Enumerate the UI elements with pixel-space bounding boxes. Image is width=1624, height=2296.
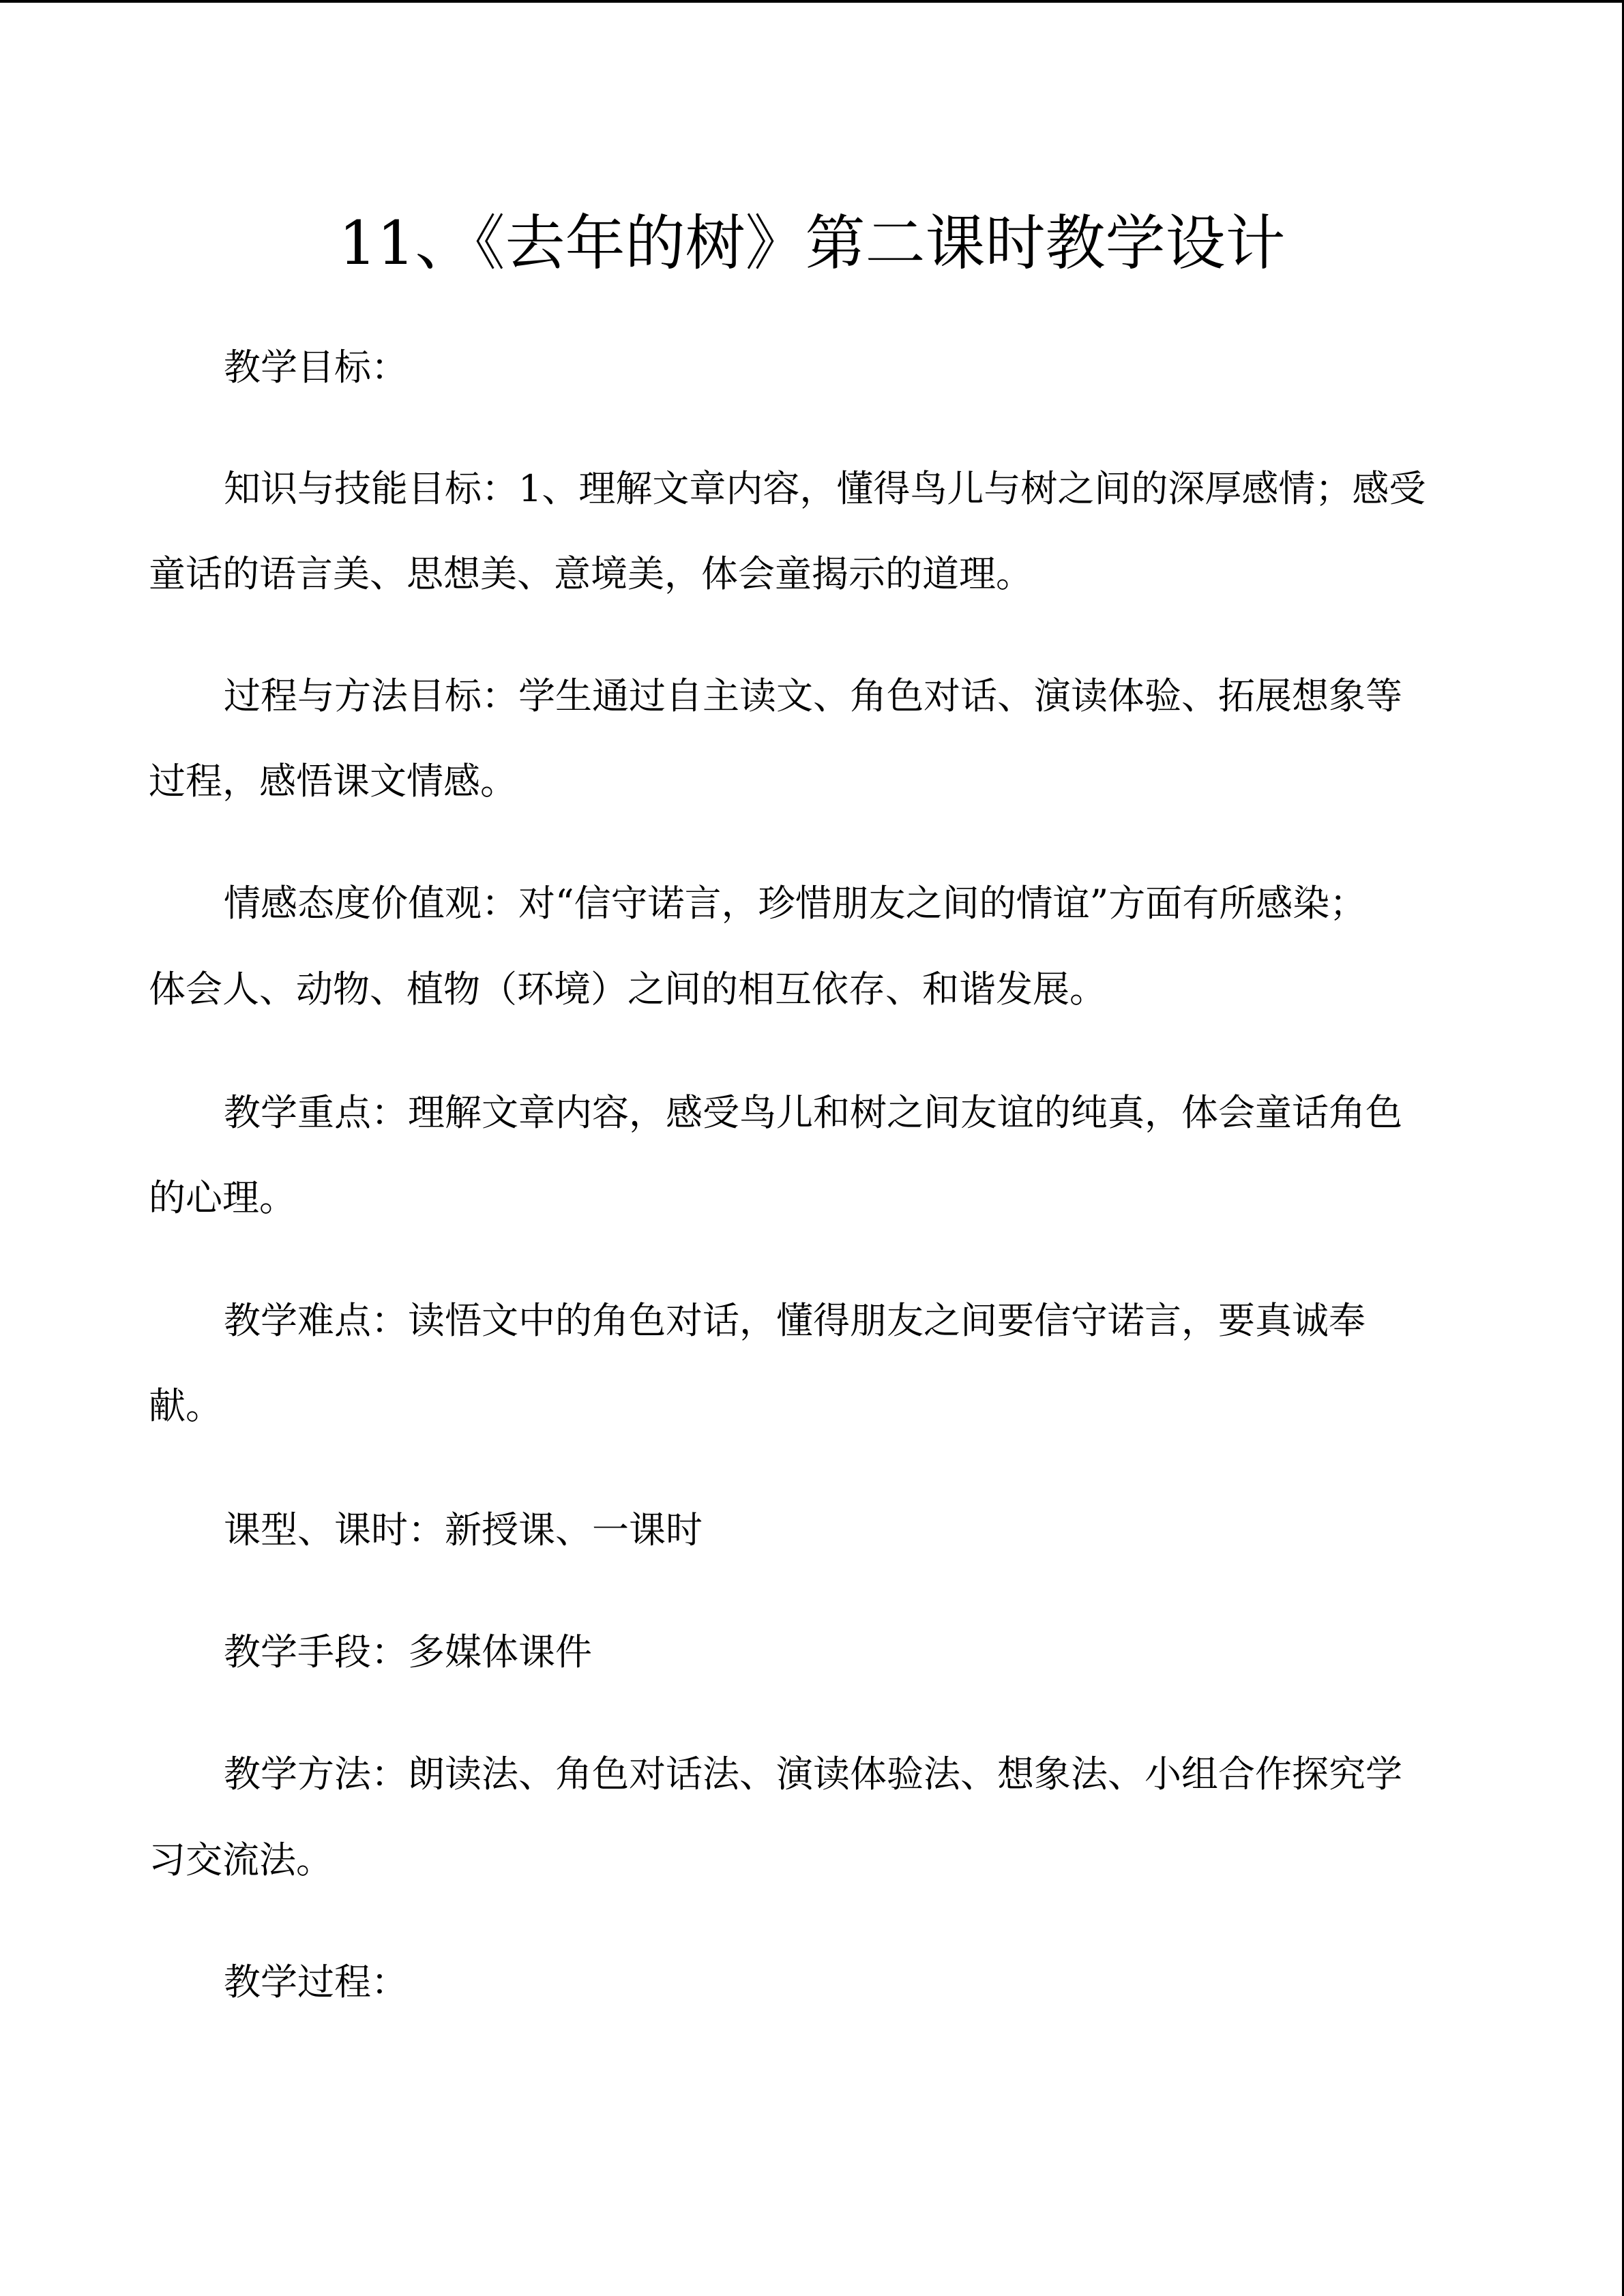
emotion-goal-line-1: 情感态度价值观：对“信守诺言，珍惜朋友之间的情谊”方面有所感染； xyxy=(224,882,1367,925)
teaching-means-line: 教学手段：多媒体课件 xyxy=(224,1630,592,1673)
teaching-methods-line-2: 习交流法。 xyxy=(149,1838,333,1881)
process-goal-line-1: 过程与方法目标：学生通过自主读文、角色对话、演读体验、拓展想象等 xyxy=(224,674,1402,717)
teaching-process-heading: 教学过程： xyxy=(224,1960,408,2003)
objectives-heading: 教学目标： xyxy=(224,346,408,389)
key-points-line-2: 的心理。 xyxy=(149,1176,296,1219)
key-points-line-1: 教学重点：理解文章内容，感受鸟儿和树之间友谊的纯真，体会童话角色 xyxy=(224,1091,1402,1134)
teaching-methods-line-1: 教学方法：朗读法、角色对话法、演读体验法、想象法、小组合作探究学 xyxy=(224,1753,1402,1795)
process-goal-line-2: 过程，感悟课文情感。 xyxy=(149,760,517,803)
knowledge-goal-line-1: 知识与技能目标：1、理解文章内容，懂得鸟儿与树之间的深厚感情；感受 xyxy=(224,467,1426,510)
document-title: 11、《去年的树》第二课时教学设计 xyxy=(338,208,1286,278)
difficulties-line-2: 献。 xyxy=(149,1384,222,1427)
lesson-type-line: 课型、课时：新授课、一课时 xyxy=(224,1508,703,1551)
emotion-goal-line-2: 体会人、动物、植物（环境）之间的相互依存、和谐发展。 xyxy=(149,968,1106,1011)
difficulties-line-1: 教学难点：读悟文中的角色对话，懂得朋友之间要信守诺言，要真诚奉 xyxy=(224,1299,1365,1342)
knowledge-goal-line-2: 童话的语言美、思想美、意境美，体会童揭示的道理。 xyxy=(149,552,1033,595)
